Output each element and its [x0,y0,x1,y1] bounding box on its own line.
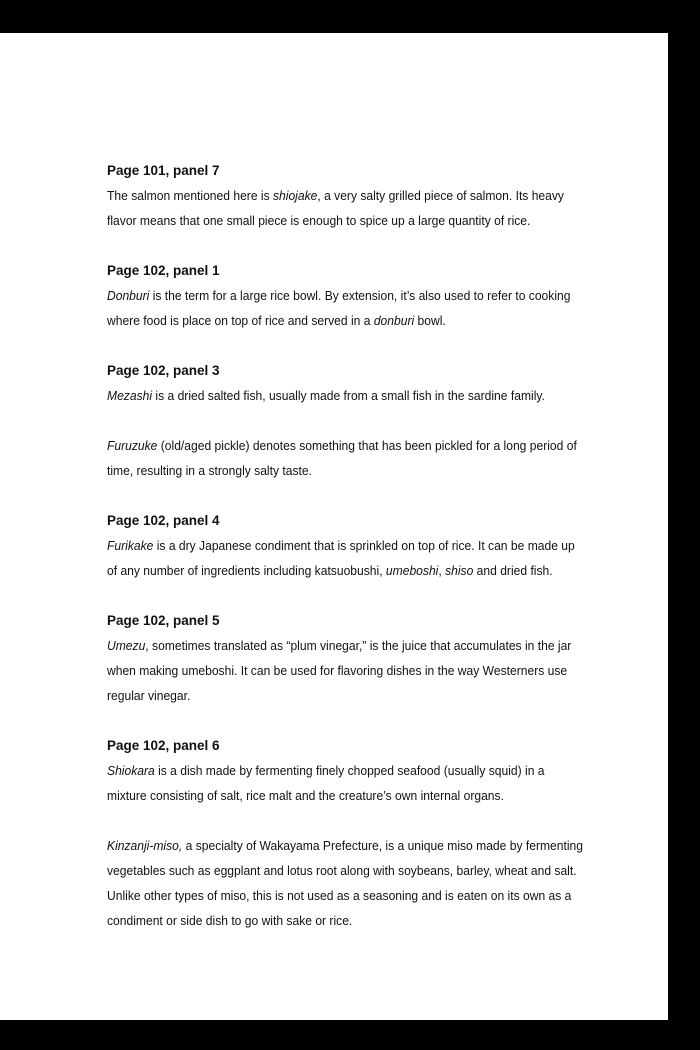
text-run: The salmon mentioned here is [107,188,273,203]
note-paragraph [107,383,586,408]
note-paragraph [107,283,586,333]
italic-term: Donburi [107,288,150,303]
note-section [107,358,607,483]
note-heading: Page 102, panel 1 [107,263,220,278]
text-run: , [438,563,446,578]
note-section [107,733,607,933]
text-run: (old/aged pickle) denotes something that has been pickled for a long period of time, resulting in a strongly salty taste. [107,438,577,478]
note-heading: Page 102, panel 3 [107,363,220,378]
text-run: , sometimes translated as “plum vinegar,” is the juice that accumulates in the jar when making umeboshi. It can be used for flavoring dishes in the way Westerners use regular vinegar. [107,638,572,703]
note-heading: Page 102, panel 4 [107,513,220,528]
translation-notes [107,158,607,958]
note-paragraph [107,433,586,483]
text-run: is a dried salted fish, usually made from a small fish in the sardine family. [152,388,545,403]
italic-term: Shiokara [107,763,155,778]
italic-term: shiojake [272,188,318,203]
italic-term: Umezu [107,638,146,653]
italic-term: shiso [445,563,474,578]
note-paragraph [107,183,586,233]
note-section [107,608,607,708]
note-section [107,258,607,333]
note-heading: Page 102, panel 5 [107,613,220,628]
italic-term: Furuzuke [107,438,158,453]
italic-term: umeboshi [385,563,439,578]
text-run: bowl. [414,313,446,328]
page-sheet [0,33,668,1020]
note-heading: Page 101, panel 7 [107,163,220,178]
note-heading: Page 102, panel 6 [107,738,220,753]
paragraph-gap [107,808,607,833]
note-paragraph [107,758,586,808]
text-run: is the term for a large rice bowl. By extension, it’s also used to refer to cooking where food is place on top of rice and served in a [107,288,571,328]
note-paragraph [107,533,586,583]
text-run: a specialty of Wakayama Prefecture, is a unique miso made by fermenting vegetables such as eggplant and lotus root along with soybeans, barley, wheat and salt. Unlike other types of miso, this is not used as a seasoning and is eaten on its own as a condiment or side dish to go with sake or rice. [107,838,583,928]
note-section [107,508,607,583]
note-paragraph [107,633,586,708]
text-run: , a very salty grilled piece of salmon. Its heavy flavor means that one small piece is enough to spice up a large quantity of rice. [107,188,564,228]
note-paragraph [107,833,586,933]
italic-term: Furikake [107,538,154,553]
italic-term: Mezashi [107,388,153,403]
text-run: and dried fish. [473,563,553,578]
paragraph-gap [107,408,607,433]
text-run: is a dry Japanese condiment that is sprinkled on top of rice. It can be made up of any number of ingredients including katsuobushi, [107,538,575,578]
italic-term: Kinzanji-miso, [107,838,183,853]
italic-term: donburi [373,313,415,328]
note-section [107,158,607,233]
text-run: is a dish made by fermenting finely chopped seafood (usually squid) in a mixture consisting of salt, rice malt and the creature’s own internal organs. [107,763,545,803]
